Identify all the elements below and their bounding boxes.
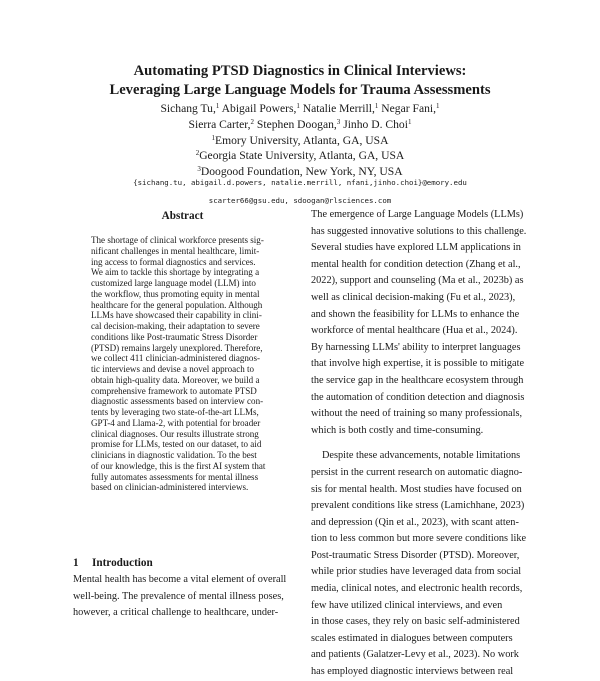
abstract-line: tic interviews and devise a novel approach to xyxy=(91,364,255,374)
email-line: {sichang.tu, abigail.d.powers, natalie.merrill, nfani,jinho.choi}@emory.edu xyxy=(133,178,467,187)
abstract-line: We aim to tackle this shortage by integrating a xyxy=(91,267,260,278)
body-line: the service gap in the healthcare ecosystem through xyxy=(311,374,524,386)
abstract-line: GPT-4 and Llama-2, with potential for broader xyxy=(91,417,261,428)
abstract-line: clinicians in diagnostic validation. To the best xyxy=(91,450,257,460)
paragraph-gap xyxy=(311,439,533,448)
abstract-line: diagnostic assessments based on interview con- xyxy=(91,396,264,407)
abstract-line: tents by leveraging two state-of-the-art LLMs, xyxy=(91,407,259,417)
author-name: Jinho D. Choi xyxy=(340,117,408,131)
author-name: Stephen Doogan, xyxy=(254,117,337,131)
body-line: By harnessing LLMs' ability to interpret languages xyxy=(311,341,521,353)
author-name: Negar Fani, xyxy=(378,102,437,115)
affiliation-marker: 1 xyxy=(407,117,412,126)
abstract-line: comprehensive framework to automate PTSD xyxy=(91,385,257,396)
affiliation-marker: 1 xyxy=(296,102,300,110)
body-line: mental health for condition detection (Zhang et al., xyxy=(311,258,521,270)
abstract-line: cal decision-making, their adaptation to severe xyxy=(91,321,260,331)
body-line: which is both costly and time-consuming. xyxy=(311,424,484,436)
body-line: Mental health has become a vital element of overall xyxy=(73,574,287,585)
body-line: few have utilized clinical interviews, and even xyxy=(311,599,503,611)
author-row xyxy=(0,101,600,117)
body-line: media, clinical notes, and electronic health records, xyxy=(311,583,523,595)
abstract-line: LLMs have showcased their capability in clini- xyxy=(91,310,262,321)
affiliation-marker: 1 xyxy=(436,102,440,110)
affiliation-text: Emory University, Atlanta, GA, USA xyxy=(215,133,389,147)
body-line: tion to less common but more severe conditions like xyxy=(311,533,527,545)
affiliation-marker: 2 xyxy=(195,149,200,158)
affiliation-marker: 1 xyxy=(215,102,220,110)
body-line: without the need of training so many professionals, xyxy=(311,408,523,420)
affiliation-marker: 1 xyxy=(374,102,379,110)
email-block xyxy=(0,174,600,210)
body-line: Despite these advancements, notable limitations xyxy=(322,450,521,462)
email-line: scarter66@gsu.edu, sdoogan@rlsciences.com xyxy=(208,196,392,205)
section-number: 1 xyxy=(73,557,79,569)
abstract-line: conditions like Post-traumatic Stress Disorder xyxy=(91,331,258,342)
affiliation-marker: 3 xyxy=(336,117,341,126)
affiliation xyxy=(0,133,600,149)
abstract-line: promise for LLMs, tested on our dataset, to aid xyxy=(91,439,262,450)
body-line: has employed diagnostic interviews between real xyxy=(311,666,514,678)
body-line: Post-traumatic Stress Disorder (PTSD). Moreover, xyxy=(311,549,520,561)
section-title: Introduction xyxy=(92,557,153,569)
affiliation-text: Georgia State University, Atlanta, GA, USA xyxy=(199,149,405,163)
body-line: the automation of condition detection and diagnosis xyxy=(311,391,525,403)
body-line: scales estimated in dialogues between computers xyxy=(311,632,513,644)
author-name: Sierra Carter, xyxy=(188,117,251,131)
body-line: and depression (Qin et al., 2023), with scant atten- xyxy=(311,516,519,528)
body-line: and shown the feasibility for LLMs to enhance the xyxy=(311,308,520,320)
body-line: well as clinical decision-making (Fu et al., 2023), xyxy=(311,291,516,303)
body-line: in those cases, they rely on basic self-administered xyxy=(311,616,520,628)
author-name: Sichang Tu, xyxy=(160,102,216,115)
body-line: 2022), support and counseling (Ma et al., 2023b) as xyxy=(311,275,524,287)
affiliation xyxy=(0,148,600,164)
body-line: sis for mental health. Most studies have focused on xyxy=(311,483,522,495)
author-name: Natalie Merrill, xyxy=(299,102,375,115)
author-name: Abigail Powers, xyxy=(219,102,297,115)
abstract-line: healthcare for the general population. Although xyxy=(91,299,263,310)
abstract-line: clinical diagnoses. Our results illustrate strong xyxy=(91,428,259,439)
body-line: prevalent conditions like stress (Lamichhane, 2023) xyxy=(311,500,525,512)
title-line: Leveraging Large Language Models for Trauma Assessments xyxy=(109,82,491,98)
body-line: has suggested innovative solutions to this challenge. xyxy=(311,225,527,237)
title-line: Automating PTSD Diagnostics in Clinical Interviews: xyxy=(133,63,467,79)
body-line: The emergence of Large Language Models (LLMs) xyxy=(311,209,524,220)
body-line: workforce of mental healthcare (Hua et al., 2024). xyxy=(311,325,518,337)
author-block xyxy=(0,101,600,180)
affiliation-text: Doogood Foundation, New York, NY, USA xyxy=(200,165,403,179)
right-column xyxy=(311,207,533,681)
paragraph xyxy=(311,207,533,439)
body-line: well-being. The prevalence of mental illness poses, xyxy=(73,590,284,602)
abstract-line: fully automates assessments for mental illness xyxy=(91,471,259,482)
abstract-line: of our knowledge, this is the first AI system that xyxy=(91,460,266,471)
abstract-line: ing access to formal diagnostics and services. xyxy=(91,256,256,267)
affiliation-marker: 1 xyxy=(211,133,216,142)
body-line: persist in the current research on automatic diagno- xyxy=(311,466,523,478)
abstract-line: nificant challenges in mental healthcare, limit- xyxy=(91,245,260,256)
body-line: while prior studies have leveraged data from social xyxy=(311,566,522,578)
body-line: however, a critical challenge to healthcare, under- xyxy=(73,607,279,619)
abstract-line: obtain high-quality data. Moreover, we build a xyxy=(91,374,260,385)
affiliation-marker: 3 xyxy=(197,165,201,174)
abstract-line: The shortage of clinical workforce presents sig- xyxy=(91,235,264,245)
abstract-line: (PTSD) remains largely unexplored. Therefore, xyxy=(91,342,263,353)
body-line: and patients (Galatzer-Levy et al., 2023). No work xyxy=(311,649,519,661)
body-line: Several studies have explored LLM applications in xyxy=(311,242,521,254)
abstract-heading: Abstract xyxy=(161,210,204,222)
abstract-line: customized large language model (LLM) into xyxy=(91,278,256,288)
section-heading-introduction xyxy=(73,557,153,569)
abstract-line: based on clinician-administered interviews. xyxy=(91,482,249,493)
abstract-line: we collect 411 clinician-administered diagnos- xyxy=(91,353,260,364)
paragraph xyxy=(311,448,533,680)
abstract-line: the workflow, thus promoting equity in mental xyxy=(91,288,260,299)
author-row xyxy=(0,117,600,133)
introduction-body xyxy=(73,572,293,622)
body-line: that involve high expertise, it is possible to mitigate xyxy=(311,358,525,370)
affiliation-marker: 2 xyxy=(250,117,255,126)
abstract-body xyxy=(91,235,274,493)
paper-title xyxy=(0,62,600,100)
